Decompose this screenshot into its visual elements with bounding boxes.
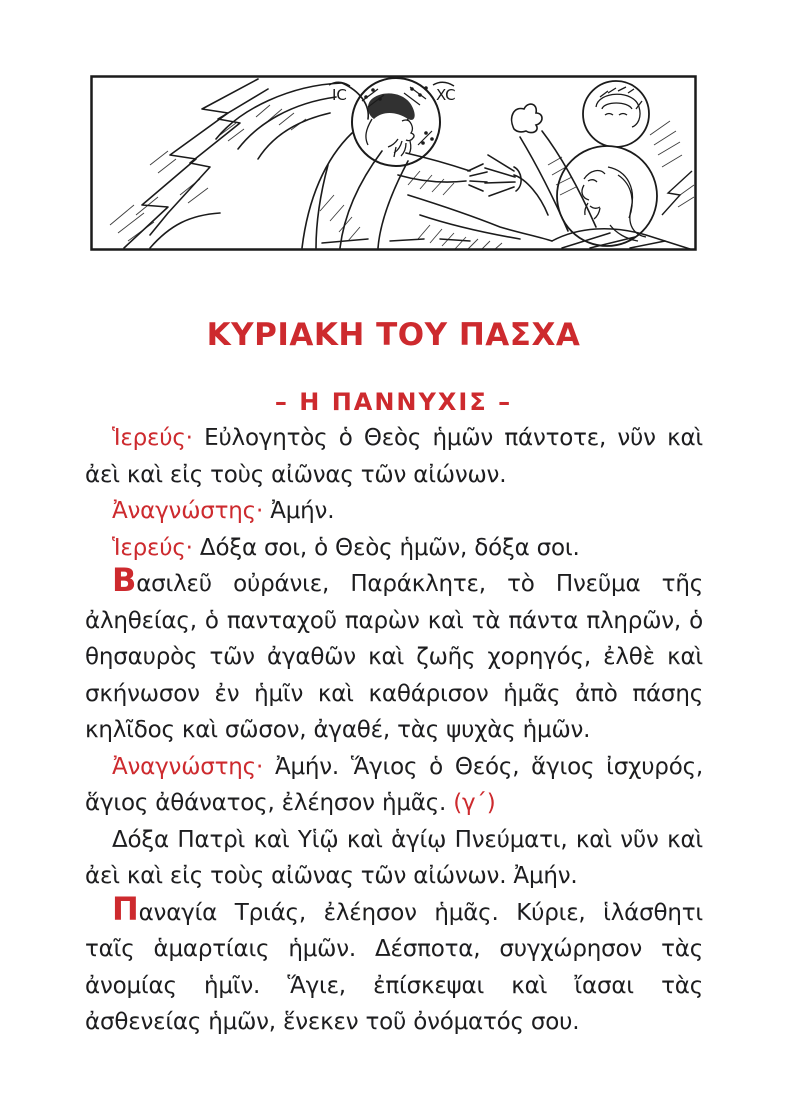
anastasis-illustration [90, 75, 697, 251]
paragraph-text: Δόξα σοι, ὁ Θεὸς ἡμῶν, δόξα σοι. [199, 534, 580, 561]
paragraph-priest-blessing [85, 420, 703, 493]
paragraph-trisagion [85, 749, 703, 822]
paragraph-panagia-trias [85, 889, 703, 1041]
paragraph-text: αναγία Τριάς, ἐλέησον ἡμᾶς. Κύριε, ἱλάσθητι ταῖς ἁμαρτίαις ἡμῶν. Δέσποτα, συγχώρησον τὰς ἀνομίας ἡμῖν. Ἅγιε, ἐπίσκεψαι καὶ ἴασαι τὰς ἀσθενείας ἡμῶν, ἕνεκεν τοῦ ὀνόματός σου. [85, 899, 703, 1035]
drop-cap-pi: Π [112, 889, 139, 928]
drop-cap-beta: Β [112, 561, 137, 599]
paragraph-priest-doxa [85, 530, 703, 567]
paragraph-text: Εὐλογητὸς ὁ Θεὸς ἡμῶν πάντοτε, νῦν καὶ ἀεὶ καὶ εἰς τοὺς αἰῶνας τῶν αἰώνων. [85, 425, 703, 488]
paragraph-text: Ἀμήν. [270, 498, 335, 524]
rubric-reader: Ἀναγνώστης· [112, 753, 264, 780]
anastasis-engraving-svg [90, 75, 697, 251]
rubric-priest: Ἱερεύς· [112, 534, 193, 561]
paragraph-reader-amen [85, 493, 703, 530]
section-heading: – Η ΠΑΝΝΥΧΙΣ – [274, 388, 513, 416]
repeat-thrice-mark: (γ΄) [453, 790, 496, 816]
paragraph-basileu-uranie [85, 561, 703, 749]
page-title: ΚΥΡΙΑΚΗ ΤΟΥ ΠΑΣΧΑ [206, 317, 581, 353]
paragraph-text: Δόξα Πατρὶ καὶ Υἱῷ καὶ ἁγίῳ Πνεύματι, καὶ νῦν καὶ ἀεὶ καὶ εἰς τοὺς αἰῶνας τῶν αἰώνων. Ἀμήν. [85, 826, 703, 889]
christogram-ic: IC [332, 86, 347, 104]
paragraph-doxa-patri [85, 822, 703, 895]
liturgical-text-block [85, 420, 703, 1041]
paragraph-text: Ἀμήν. Ἅγιος ὁ Θεός, ἅγιος ἰσχυρός, ἅγιος ἀθάνατος, ἐλέησον ἡμᾶς. [85, 753, 703, 816]
paragraph-text: ασιλεῦ οὐράνιε, Παράκλητε, τὸ Πνεῦμα τῆς ἀληθείας, ὁ πανταχοῦ παρὼν καὶ τὰ πάντα πληρῶν, ὁ θησαυρὸς τῶν ἀγαθῶν καὶ ζωῆς χορηγός, ἐλθὲ καὶ σκήνωσον ἐν ἡμῖν καὶ καθάρισον ἡμᾶς ἀπὸ πάσης κηλῖδος καὶ σῶσον, ἀγαθέ, τὰς ψυχὰς ἡμῶν. [85, 571, 703, 743]
rubric-reader: Ἀναγνώστης· [112, 498, 264, 524]
christogram-xc: XC [436, 86, 456, 104]
rubric-priest: Ἱερεύς· [112, 425, 193, 451]
